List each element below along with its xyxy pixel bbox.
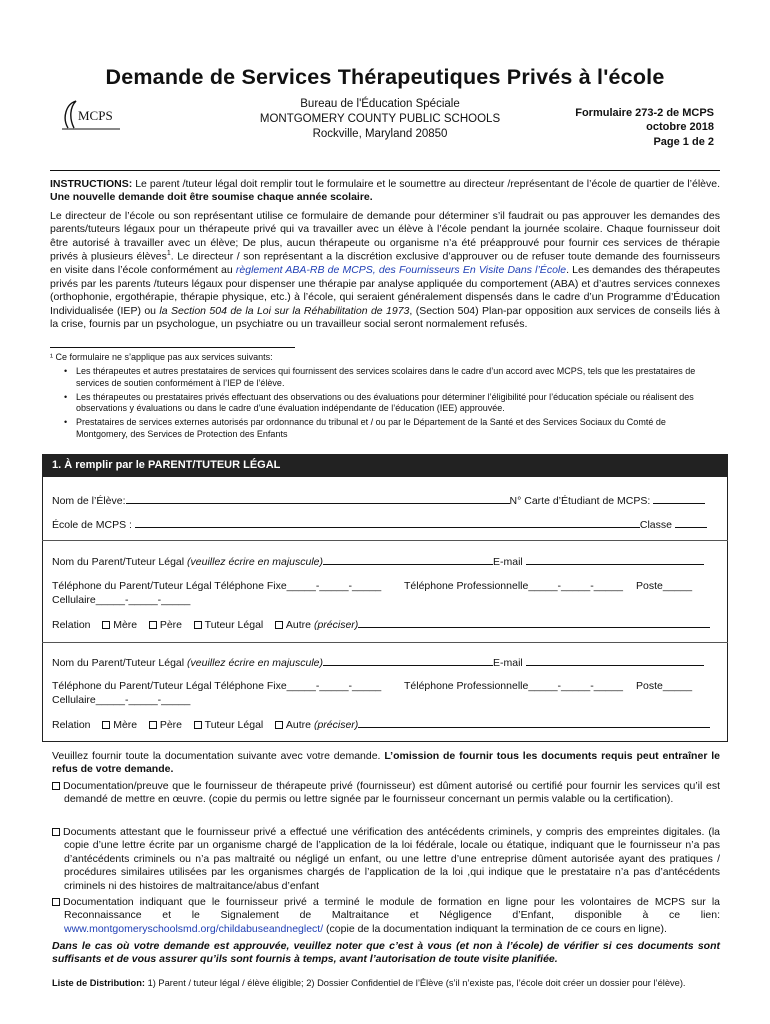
document-item-training [52, 896, 720, 936]
guardian-1-name-field[interactable] [323, 555, 493, 565]
page-number: Page 1 de 2 [653, 135, 714, 148]
student-name-label: Nom de l’Élève: [52, 495, 126, 507]
regulation-link[interactable]: règlement ABA-RB de MCPS, des Fournisseurs En Visite Dans l’École [235, 264, 567, 277]
relation-other-checkbox[interactable] [275, 621, 283, 629]
form-reference [575, 106, 714, 149]
form-number: Formulaire 273-2 de MCPS [575, 107, 714, 119]
relation-option-label: Père [159, 619, 182, 631]
relation-label: Relation [52, 619, 91, 631]
footnote-intro: ¹ Ce formulaire ne s’applique pas aux services suivants: [50, 352, 273, 362]
form-date: octobre 2018 [646, 121, 714, 134]
document-training-checkbox[interactable] [52, 898, 60, 906]
cell-phone-field[interactable]: Cellulaire_____-_____-_____ [52, 694, 191, 706]
training-link[interactable]: www.montgomeryschoolsmd.org/childabuseandneglect/ [64, 922, 324, 935]
guardian-1-name-row [52, 555, 720, 569]
home-phone-field[interactable]: Téléphone du Parent/Tuteur Légal Téléphone Fixe_____-_____-_____ [52, 580, 382, 592]
email-label: E-mail [493, 657, 523, 669]
relation-mother-checkbox[interactable] [102, 721, 110, 729]
uppercase-hint: (veuillez écrire en majuscule) [187, 556, 323, 568]
specify-hint: (préciser) [313, 719, 359, 731]
instructions-label: INSTRUCTIONS: [50, 178, 133, 190]
logo-text: MCPS [78, 108, 113, 123]
section-divider [42, 540, 728, 541]
instructions-bold: Une nouvelle demande doit être soumise chaque année scolaire. [50, 191, 373, 204]
cell-phone-field[interactable]: Cellulaire_____-_____-_____ [52, 594, 191, 606]
guardian-2-phone-row [52, 680, 720, 693]
student-id-field[interactable] [653, 494, 705, 504]
footnote-item: • Les thérapeutes ou prestataires privés effectuant des observations ou des évaluations pour déterminer l’éligibilité pour l’éducation spéciale ou réalisent des observations y évaluations ou dans le cadre d’une évaluation indépendante de l’éducation (IEE) approuvée. [64, 392, 720, 415]
bureau-name: Bureau de l'Éducation Spéciale [300, 98, 460, 110]
section-504-ref: la Section 504 de la Loi sur la Réhabilitation de 1973 [159, 304, 410, 317]
document-item-background [52, 826, 720, 893]
extension-field[interactable]: Poste_____ [636, 680, 693, 692]
relation-other-checkbox[interactable] [275, 721, 283, 729]
guardian-name-label: Nom du Parent/Tuteur Légal [52, 657, 185, 669]
document-license-checkbox[interactable] [52, 782, 60, 790]
header-divider [50, 170, 720, 171]
section-1-heading: 1. À remplir par le PARENT/TUTEUR LÉGAL [42, 454, 728, 476]
footnote [50, 352, 720, 440]
guardian-2-relation-row [52, 718, 720, 732]
relation-guardian-checkbox[interactable] [194, 621, 202, 629]
district-name: MONTGOMERY COUNTY PUBLIC SCHOOLS [259, 112, 501, 125]
school-field[interactable] [135, 518, 640, 528]
document-training-text: Documentation indiquant que le fournisseur privé a terminé le module de formation en ligne pour les volontaires de MCPS sur la Reconnaissance et le Signalement de Maltraitance et Négligence d’Enfant, disponible à ce lien: [63, 896, 720, 922]
email-label: E-mail [493, 556, 523, 568]
student-id-label: N° Carte d’Étudiant de MCPS: [509, 495, 651, 507]
relation-other-field[interactable] [358, 718, 710, 728]
document-license-text: Documentation/preuve que le fournisseur de thérapeute privé (fournisseur) est dûment autorisé ou certifié pour fournir les services qu’il est demandé de mettre en œuvre. (copie du permis ou lettre signée par le fournisseur concernant un permis valable ou la certification). [63, 780, 720, 806]
document-background-text: Documents attestant que le fournisseur privé a effectué une vérification des antécédents criminels, y compris des empreintes digitales. (la copie d’une lettre écrite par un organisme chargé de l’application de la loi fédérale, locale ou étatique, indiquant que le fournisseur n’a pas d’antécédents criminels ou n’a pas maltraité ou négligé un enfant, ou une lettre d’une entreprise dûment autorisée ayant des pratiques / procédures similaires utilisées par les organismes chargés de l’application de la loi ,qui indique que le prestataire n’a pas d’antécédents criminels ni des histoires de maltraitance/abus d’enfant [63, 826, 720, 892]
approval-notice: Dans le cas où votre demande est approuvée, veuillez noter que c’est à vous (et non à l’école) de vérifier si ces documents sont suffisants et de vous assurer qu’ils sont fournis à temps, avant l’autorisation de toute visite planifiée. [52, 940, 720, 966]
documents-intro [52, 750, 720, 777]
relation-mother-checkbox[interactable] [102, 621, 110, 629]
grade-field[interactable] [675, 518, 707, 528]
footnote-list [64, 366, 720, 440]
extension-field[interactable]: Poste_____ [636, 580, 693, 592]
document-training-text-end: (copie de la documentation indiquant la termination de ce cours en ligne). [323, 922, 667, 935]
footnote-item: • Les thérapeutes et autres prestataires de services qui fournissent des services scolaires dans le cadre d’un accord avec MCPS, tels que les prestataires de services de soutien conformément à l’IEP de l’élève. [64, 366, 720, 389]
work-phone-field[interactable]: Téléphone Professionnelle_____-_____-_____ [404, 580, 623, 592]
instructions [50, 178, 720, 205]
footnote-item: • Prestataires de services externes autorisés par ordonnance du tribunal et / ou par le Département de la Santé et des Services Sociaux du Comté de Montgomery, des Services de Protection des Enfants [64, 417, 720, 440]
office-address [240, 97, 520, 142]
guardian-2-cell-row [52, 694, 720, 707]
guardian-1-email-field[interactable] [526, 555, 704, 565]
document-background-checkbox[interactable] [52, 828, 60, 836]
student-row [52, 494, 720, 508]
relation-guardian-checkbox[interactable] [194, 721, 202, 729]
guardian-1-relation-row [52, 618, 720, 632]
school-row [52, 518, 720, 532]
relation-option-label: Père [159, 719, 182, 731]
distribution-list [52, 978, 720, 990]
page-title: Demande de Services Thérapeutiques Privés à l'école [105, 65, 665, 89]
uppercase-hint: (veuillez écrire en majuscule) [187, 657, 323, 669]
guardian-2-email-field[interactable] [526, 656, 704, 666]
document-item-license [52, 780, 720, 807]
section-divider [42, 642, 728, 643]
documents-warning: L’omission de fournir tous les documents requis peut entraîner le refus de votre demande. [52, 750, 721, 776]
relation-option-label: Tuteur Légal [204, 719, 264, 731]
para-text: . Le directeur / son représentant a la discrétion exclusive d’approuver ou de refuser toute demande des fournisseurs en visite dans l’école conformément au [50, 250, 720, 277]
footnote-divider [50, 347, 295, 348]
work-phone-field[interactable]: Téléphone Professionnelle_____-_____-_____ [404, 680, 623, 692]
relation-option-label: Autre [285, 719, 312, 731]
school-label: École de MCPS : [52, 519, 132, 531]
relation-other-field[interactable] [358, 618, 710, 628]
distribution-text: 1) Parent / tuteur légal / élève éligible; 2) Dossier Confidentiel de l’Élève (s’il n’existe pas, l’école doit créer un dossier pour l’élève). [144, 978, 686, 988]
relation-option-label: Mère [113, 619, 138, 631]
relation-father-checkbox[interactable] [149, 721, 157, 729]
documents-intro-text: Veuillez fournir toute la documentation suivante avec votre demande. [52, 750, 385, 762]
home-phone-field[interactable]: Téléphone du Parent/Tuteur Légal Téléphone Fixe_____-_____-_____ [52, 680, 382, 692]
guardian-1-cell-row [52, 594, 720, 607]
instructions-text: Le parent /tuteur légal doit remplir tout le formulaire et le soumettre au directeur /représentant de l’école de quartier de l’élève. [132, 178, 720, 190]
student-name-field[interactable] [126, 494, 510, 504]
guardian-2-name-field[interactable] [323, 656, 493, 666]
para-text: , (Section 504) Plan-par opposition aux services de conseils liés à la crise, fournis par un psychologue, un psychiatre ou un travailleur social seront normalement refusés. [50, 304, 721, 330]
city-line: Rockville, Maryland 20850 [312, 127, 448, 140]
instructions-paragraph [50, 210, 720, 331]
relation-option-label: Tuteur Légal [204, 619, 264, 631]
relation-option-label: Autre [285, 619, 312, 631]
footnote-ref: 1 [166, 250, 171, 258]
para-text: Le directeur de l’école ou son représentant utilise ce formulaire de demande pour déterminer s’il faudrait ou pas approuver les demandes des parents/tuteurs légaux pour un thérapeute privé qui va travailler avec un élève à l’école pendant la journée scolaire. Chaque fournisseur doit être autorisé à travailler avec un élève; De plus, aucun thérapeute ou organisme n’a été préapprouvé pour fournir ces services de thérapie privés à plusieurs élèves [50, 210, 720, 263]
mcps-logo [58, 98, 124, 134]
para-text: . Les demandes des thérapeutes privés par les parents /tuteurs légaux pour dispenser une thérapie par analyse appliquée du comportement (ABA) et d’autres services connexes (orthophonie, ergothérapie, thérapie physique, etc.) à l’école, qui seraient généralement dispensés dans le cadre d’un Programme d’Éducation Individualisée (IEP) ou [50, 264, 720, 317]
relation-father-checkbox[interactable] [149, 621, 157, 629]
specify-hint: (préciser) [313, 619, 359, 631]
guardian-2-name-row [52, 656, 720, 670]
distribution-label: Liste de Distribution: [52, 978, 145, 988]
relation-option-label: Mère [113, 719, 138, 731]
guardian-name-label: Nom du Parent/Tuteur Légal [52, 556, 185, 568]
guardian-1-phone-row [52, 580, 720, 593]
grade-label: Classe [639, 519, 672, 531]
relation-label: Relation [52, 719, 91, 731]
